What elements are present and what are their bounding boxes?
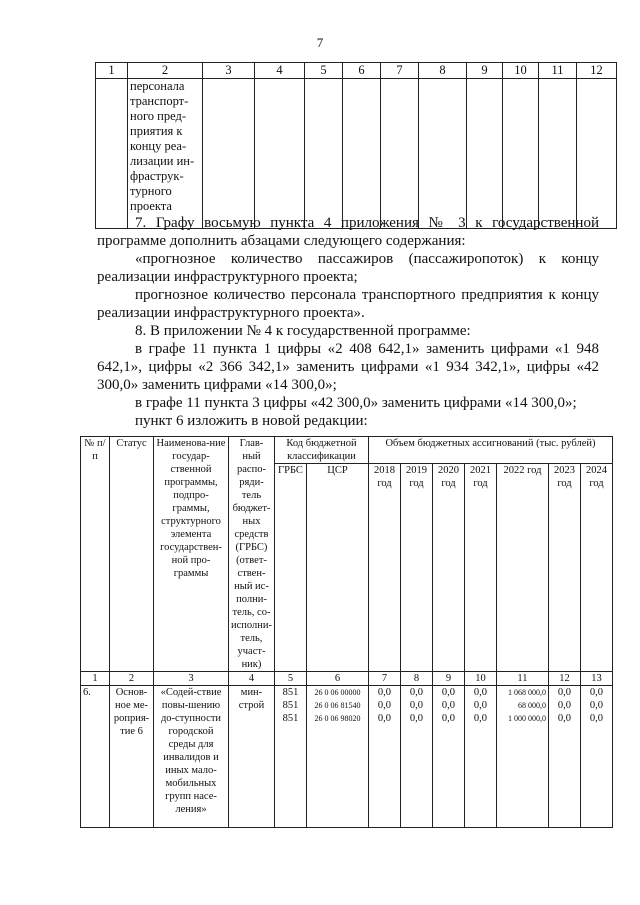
paragraph-8: 8. В приложении № 4 к государственной программе:: [135, 323, 471, 339]
paragraph-quote-1: «прогнозное количество пассажиров (пассажиропоток) к концу реализации инфраструктурного проекта;: [97, 251, 599, 285]
row-2019: 0,0 0,0 0,0: [400, 686, 432, 828]
col-header: 12: [577, 63, 617, 79]
row-grbs: 851 851 851: [274, 686, 306, 828]
header-csr: ЦСР: [306, 464, 368, 672]
row-2021: 0,0 0,0 0,0: [464, 686, 496, 828]
header-year: 2019 год: [400, 464, 432, 672]
table-header-row: [96, 63, 617, 79]
header-year: 2020 год: [432, 464, 464, 672]
paragraph-8-item-2: в графе 11 пункта 3 цифры «42 300,0» заменить цифрами «14 300,0»;: [135, 395, 577, 411]
paragraph-8-item-1: в графе 11 пункта 1 цифры «2 408 642,1» заменить цифрами «1 948 642,1», цифры «2 366 342,1» заменить цифрами «1 934 342,1», цифры «42 300,0» заменить цифрами «14 300,0»;: [97, 341, 599, 393]
budget-table: [80, 436, 613, 828]
header-budget: Объем бюджетных ассигнований (тыс. рублей): [368, 437, 612, 464]
header-name: Наименова-ние государ-ственной программы, подпро-граммы, структурного элемента государствен-ной про-граммы: [154, 437, 229, 672]
col-header: 3: [203, 63, 255, 79]
row-status: Основ-ное ме-роприя-тие 6: [110, 686, 154, 828]
header-grbs: ГРБС: [274, 464, 306, 672]
table-header-row: [81, 437, 613, 464]
col-header: 5: [305, 63, 343, 79]
col-header: 8: [419, 63, 467, 79]
header-year: 2021 год: [464, 464, 496, 672]
row-2023: 0,0 0,0 0,0: [548, 686, 580, 828]
col-header: 1: [96, 63, 128, 79]
row-2020: 0,0 0,0 0,0: [432, 686, 464, 828]
paragraph-quote-2: прогнозное количество персонала транспортного предприятия к концу реализации инфраструктурного проекта».: [97, 287, 599, 321]
row-2024: 0,0 0,0 0,0: [580, 686, 612, 828]
header-year: 2023 год: [548, 464, 580, 672]
col-header: 9: [467, 63, 503, 79]
row-2018: 0,0 0,0 0,0: [368, 686, 400, 828]
header-year: 2018 год: [368, 464, 400, 672]
page-number: 7: [316, 35, 324, 50]
col-header: 7: [381, 63, 419, 79]
column-number-row: 1 2 3 4 5 6 7 8 9 10 11 12 13: [81, 672, 613, 686]
row-grbs-main: мин-строй: [229, 686, 275, 828]
table-cell: персонала транспорт- ного пред- приятия к концу реа- лизации ин- фраструк- турного проекта: [128, 79, 203, 229]
header-grbs-main: Глав-ный распо-ряди-тель бюджет-ных средств (ГРБС) (ответ-ствен-ный ис-полни-тель, со-исполни-тель, участ-ник): [229, 437, 275, 672]
header-year: 2022 год: [496, 464, 548, 672]
row-csr: 26 0 06 00000 26 0 06 81540 26 0 06 98020: [306, 686, 368, 828]
row-num: 6.: [81, 686, 110, 828]
table-row: [81, 686, 613, 828]
col-header: 6: [343, 63, 381, 79]
col-header: 10: [503, 63, 539, 79]
col-header: 11: [539, 63, 577, 79]
header-code: Код бюджетной классификации: [274, 437, 368, 464]
header-year: 2024 год: [580, 464, 612, 672]
col-header: 2: [128, 63, 203, 79]
row-name: «Содей-ствие повы-шению до-ступности городской среды для инвалидов и иных мало-мобильных групп насе-ления»: [154, 686, 229, 828]
paragraph-8-item-3: пункт 6 изложить в новой редакции:: [135, 413, 368, 429]
continuation-table: [95, 62, 617, 229]
col-header: 4: [255, 63, 305, 79]
header-status: Статус: [110, 437, 154, 672]
table-row: [96, 79, 617, 229]
paragraph-7: 7. Графу восьмую пункта 4 приложения № 3 к государственной программе дополнить абзацами следующего содержания:: [97, 215, 599, 249]
header-num: № п/п: [81, 437, 110, 672]
row-2022: 1 068 000,0 68 000,0 1 000 000,0: [496, 686, 548, 828]
